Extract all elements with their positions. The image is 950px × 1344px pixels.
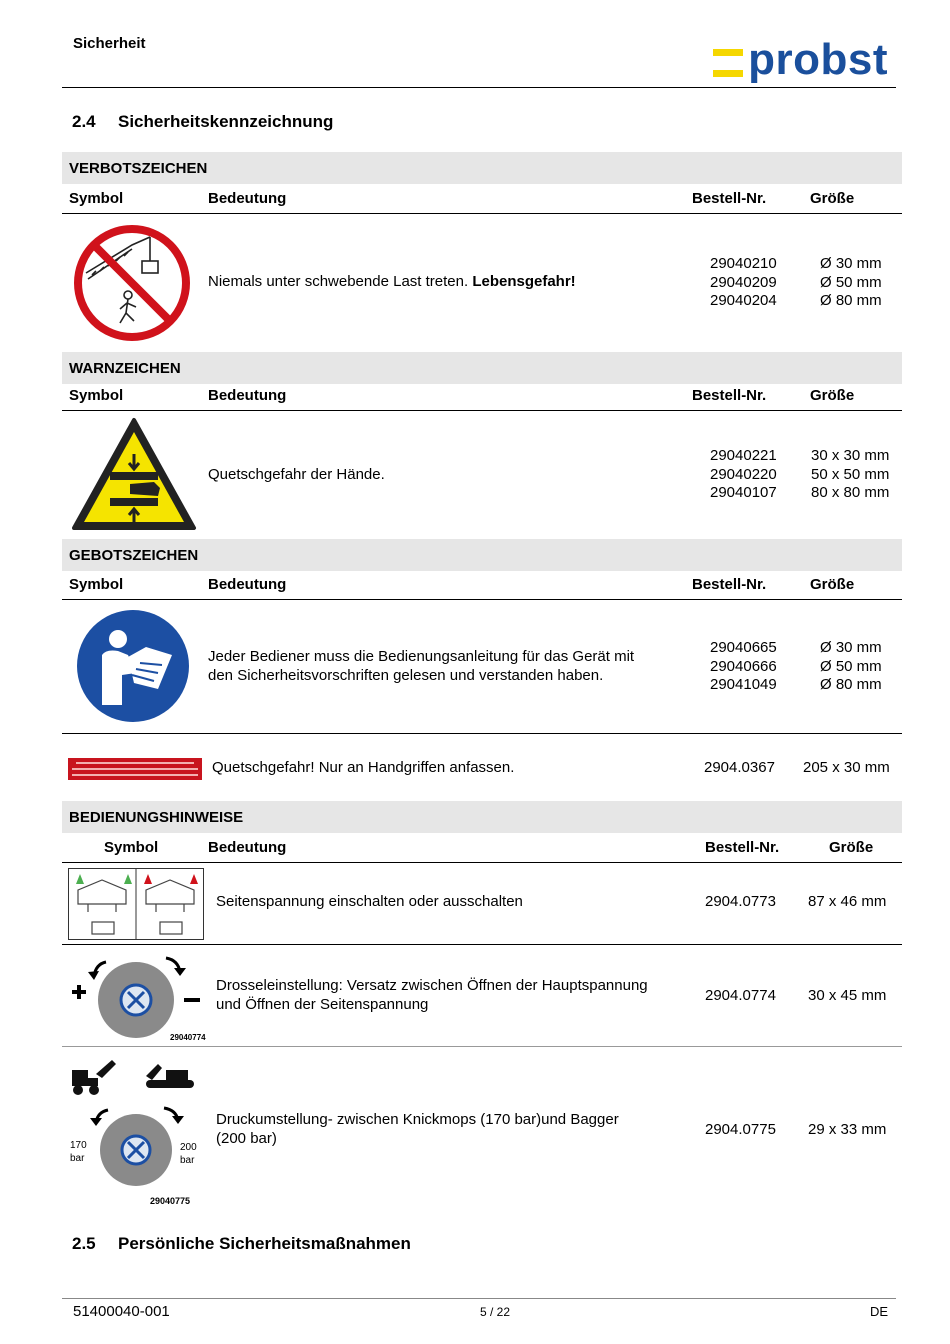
row-meaning: Quetschgefahr der Hände. — [208, 466, 385, 483]
table-row — [62, 946, 902, 1046]
no-standing-under-load-icon — [72, 223, 192, 343]
size-value: Ø 30 mm — [820, 639, 882, 656]
table-row — [62, 740, 902, 796]
pressure-left-value: 170 — [70, 1140, 87, 1151]
size-value: 50 x 50 mm — [811, 465, 890, 483]
order-number: 2904.0775 — [705, 1121, 776, 1138]
pressure-left-unit: bar — [70, 1153, 85, 1164]
col-size: Größe — [810, 387, 855, 404]
row-meaning — [216, 977, 648, 1014]
section-title: Persönliche Sicherheitsmaßnahmen — [118, 1234, 411, 1253]
header-section-title: Sicherheit — [73, 35, 146, 52]
order-number: 29040107 — [710, 484, 777, 501]
table-row — [62, 864, 902, 944]
order-number: 29040665 — [710, 639, 777, 656]
pressure-right-value: 200 — [180, 1142, 197, 1153]
section-heading-2-5 — [72, 1234, 411, 1254]
category-verbot: VERBOTSZEICHEN — [62, 152, 902, 184]
meaning-line: Seitenspannung einschalten oder ausschalten — [216, 893, 523, 910]
meaning-line: Jeder Bediener muss die Bedienungsanleitung für das Gerät mit — [208, 648, 635, 665]
col-order: Bestell-Nr. — [692, 576, 767, 593]
size-value: 87 x 46 mm — [808, 893, 887, 910]
table-row — [62, 215, 902, 350]
row-meaning — [208, 648, 634, 685]
section-number: 2.4 — [72, 112, 96, 131]
row-meaning — [216, 1111, 619, 1148]
table-row — [62, 412, 902, 538]
pressure-right-unit: bar — [180, 1155, 195, 1166]
read-manual-icon — [76, 609, 190, 723]
logo-text: probst — [748, 35, 888, 84]
size-value: Ø 30 mm — [820, 255, 882, 272]
meaning-text: Niemals unter schwebende Last treten. — [208, 273, 473, 290]
order-number: 2904.0774 — [705, 987, 776, 1004]
size-value: Ø 80 mm — [820, 292, 882, 309]
row-divider — [62, 733, 902, 734]
col-meaning: Bedeutung — [208, 387, 287, 404]
size-list — [811, 447, 889, 503]
order-list — [710, 255, 777, 311]
language-code: DE — [869, 1304, 888, 1319]
column-header-row — [62, 184, 902, 214]
meaning-emphasis: Lebensgefahr! — [472, 273, 576, 290]
col-symbol: Symbol — [104, 839, 159, 856]
category-warn: WARNZEICHEN — [62, 352, 902, 384]
order-number: 29040221 — [710, 447, 777, 464]
row-divider — [62, 944, 902, 945]
meaning-line: Druckumstellung- zwischen Knickmops (170 bar)und Bagger — [216, 1111, 619, 1128]
size-value: 29 x 33 mm — [808, 1121, 887, 1138]
red-warning-sticker-icon — [68, 758, 202, 780]
page-header — [62, 28, 896, 88]
size-value: Ø 80 mm — [820, 676, 882, 693]
order-list — [710, 639, 777, 695]
meaning-line: den Sicherheitsvorschriften gelesen und verstanden haben. — [208, 666, 604, 684]
size-value: Ø 50 mm — [820, 657, 882, 675]
column-header-row — [62, 833, 902, 863]
row-meaning — [216, 893, 523, 912]
document-number: 51400040-001 — [73, 1303, 170, 1320]
size-value: 80 x 80 mm — [811, 484, 890, 501]
row-divider — [62, 1046, 902, 1047]
category-hinweise: BEDIENUNGSHINWEISE — [62, 801, 902, 833]
order-number: 29041049 — [710, 676, 777, 693]
section-title: Sicherheitskennzeichnung — [118, 112, 334, 131]
col-order: Bestell-Nr. — [705, 839, 780, 856]
order-number: 29040210 — [710, 255, 777, 272]
col-size: Größe — [810, 190, 855, 207]
row-meaning: Quetschgefahr! Nur an Handgriffen anfassen. — [212, 759, 515, 776]
order-number: 29040220 — [710, 465, 777, 483]
meaning-line: (200 bar) — [216, 1129, 277, 1147]
col-symbol: Symbol — [69, 387, 124, 404]
size-value: 205 x 30 mm — [803, 759, 890, 776]
size-list — [820, 639, 882, 695]
order-number: 29040209 — [710, 273, 777, 291]
col-meaning: Bedeutung — [208, 839, 287, 856]
category-gebot: GEBOTSZEICHEN — [62, 539, 902, 571]
pressure-switch-icon — [66, 1054, 206, 1208]
section-heading-2-4 — [72, 112, 333, 132]
throttle-adjustment-icon — [66, 948, 206, 1044]
size-value: 30 x 30 mm — [811, 447, 890, 464]
col-order: Bestell-Nr. — [692, 190, 767, 207]
row-meaning — [208, 273, 576, 290]
probst-logo — [713, 35, 888, 84]
col-meaning: Bedeutung — [208, 576, 287, 593]
order-list — [710, 447, 777, 503]
logo-mark-icon — [713, 49, 743, 77]
order-number: 2904.0367 — [704, 759, 775, 776]
col-order: Bestell-Nr. — [692, 387, 767, 404]
col-size: Größe — [829, 839, 874, 856]
side-clamping-toggle-icon — [68, 868, 204, 940]
table-row — [62, 1050, 902, 1210]
col-size: Größe — [810, 576, 855, 593]
col-meaning: Bedeutung — [208, 190, 287, 207]
size-value: Ø 50 mm — [820, 273, 882, 291]
section-number: 2.5 — [72, 1234, 96, 1253]
order-number: 29040666 — [710, 657, 777, 675]
page-footer — [62, 1298, 896, 1320]
column-header-row — [62, 570, 902, 600]
meaning-line: Drosseleinstellung: Versatz zwischen Öffnen der Hauptspannung — [216, 977, 648, 994]
meaning-line: und Öffnen der Seitenspannung — [216, 995, 429, 1013]
col-symbol: Symbol — [69, 190, 124, 207]
order-number: 29040204 — [710, 292, 777, 309]
column-header-row — [62, 381, 902, 411]
hand-crush-warning-icon — [70, 416, 198, 534]
page-number: 5 / 22 — [480, 1305, 511, 1319]
size-list — [820, 255, 882, 311]
size-value: 30 x 45 mm — [808, 987, 887, 1004]
order-number: 2904.0773 — [705, 893, 776, 910]
sticker-number: 29040774 — [170, 1033, 206, 1042]
table-row — [62, 601, 902, 733]
col-symbol: Symbol — [69, 576, 124, 593]
sticker-number: 29040775 — [150, 1196, 191, 1206]
